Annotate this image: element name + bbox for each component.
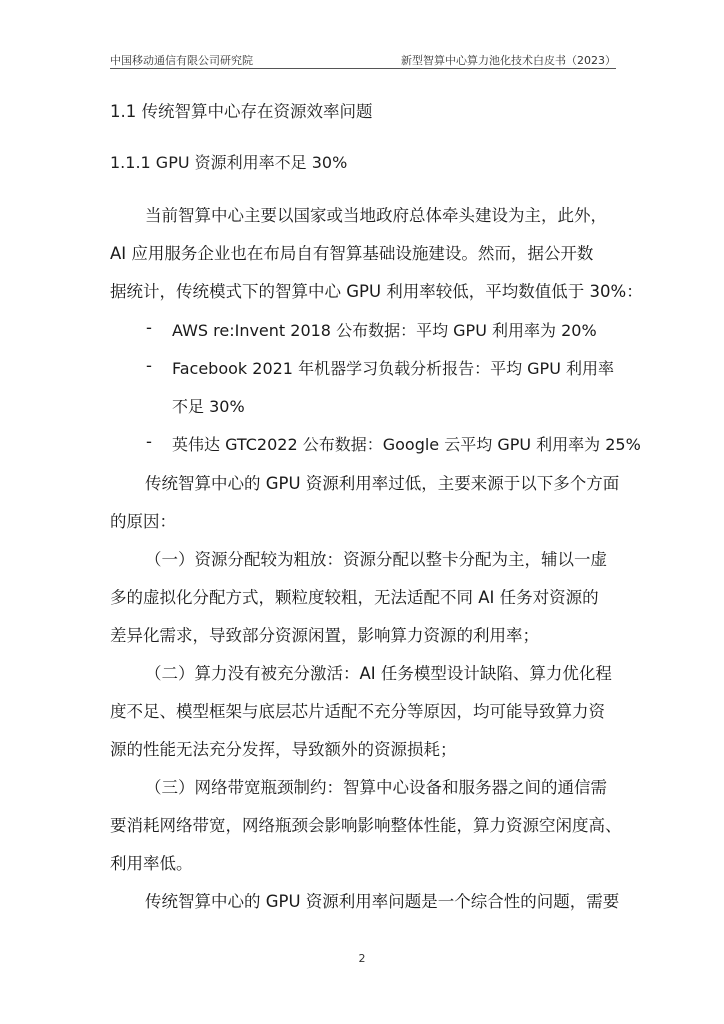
bullet-3: 英伟达 GTC2022 公布数据：Google 云平均 GPU 利用率为 25% — [172, 435, 641, 454]
bullet-1: AWS re:Invent 2018 公布数据：平均 GPU 利用率为 20% — [172, 321, 597, 340]
para6-line1: 传统智算中心的 GPU 资源利用率问题是一个综合性的问题，需要 — [145, 892, 620, 911]
para4-line2: 度不足、模型框架与底层芯片适配不充分等原因，均可能导致算力资 — [110, 702, 605, 721]
para3-line2: 多的虚拟化分配方式，颗粒度较粗，无法适配不同 AI 任务对资源的 — [110, 588, 599, 607]
para5-line3: 利用率低。 — [110, 854, 193, 873]
para2-line1: 传统智算中心的 GPU 资源利用率过低，主要来源于以下多个方面 — [145, 474, 620, 493]
header-org: 中国移动通信有限公司研究院 — [110, 54, 253, 67]
para3-line1: （一）资源分配较为粗放：资源分配以整卡分配为主，辅以一虚 — [145, 550, 607, 569]
para5-line2: 要消耗网络带宽，网络瓶颈会影响影响整体性能，算力资源空闲度高、 — [110, 816, 622, 835]
para4-line1: （二）算力没有被充分激活：AI 任务模型设计缺陷、算力优化程 — [145, 664, 612, 683]
bullet-2-line2: 不足 30% — [172, 397, 245, 416]
header-doc-title: 新型智算中心算力池化技术白皮书（2023） — [401, 54, 616, 67]
bullet-marker: - — [146, 356, 152, 375]
page-number: 2 — [358, 952, 366, 965]
bullet-marker: - — [146, 432, 152, 451]
para1-line3: 据统计，传统模式下的智算中心 GPU 利用率较低，平均数值低于 30%： — [110, 282, 643, 301]
para5-line1: （三）网络带宽瓶颈制约：智算中心设备和服务器之间的通信需 — [145, 778, 607, 797]
page-header — [110, 48, 616, 69]
para4-line3: 源的性能无法充分发挥，导致额外的资源损耗； — [110, 740, 457, 759]
para3-line3: 差异化需求，导致部分资源闲置，影响算力资源的利用率； — [110, 626, 539, 645]
bullet-marker: - — [146, 318, 152, 337]
para2-line2: 的原因： — [110, 512, 176, 531]
para1-line1: 当前智算中心主要以国家或当地政府总体牵头建设为主，此外， — [145, 206, 607, 225]
bullet-2-line1: Facebook 2021 年机器学习负载分析报告：平均 GPU 利用率 — [172, 359, 615, 378]
para1-line2: AI 应用服务企业也在布局自有智算基础设施建设。然而，据公开数 — [110, 244, 594, 263]
section-title: 1.1 传统智算中心存在资源效率问题 — [110, 102, 373, 121]
subsection-title: 1.1.1 GPU 资源利用率不足 30% — [110, 153, 348, 172]
